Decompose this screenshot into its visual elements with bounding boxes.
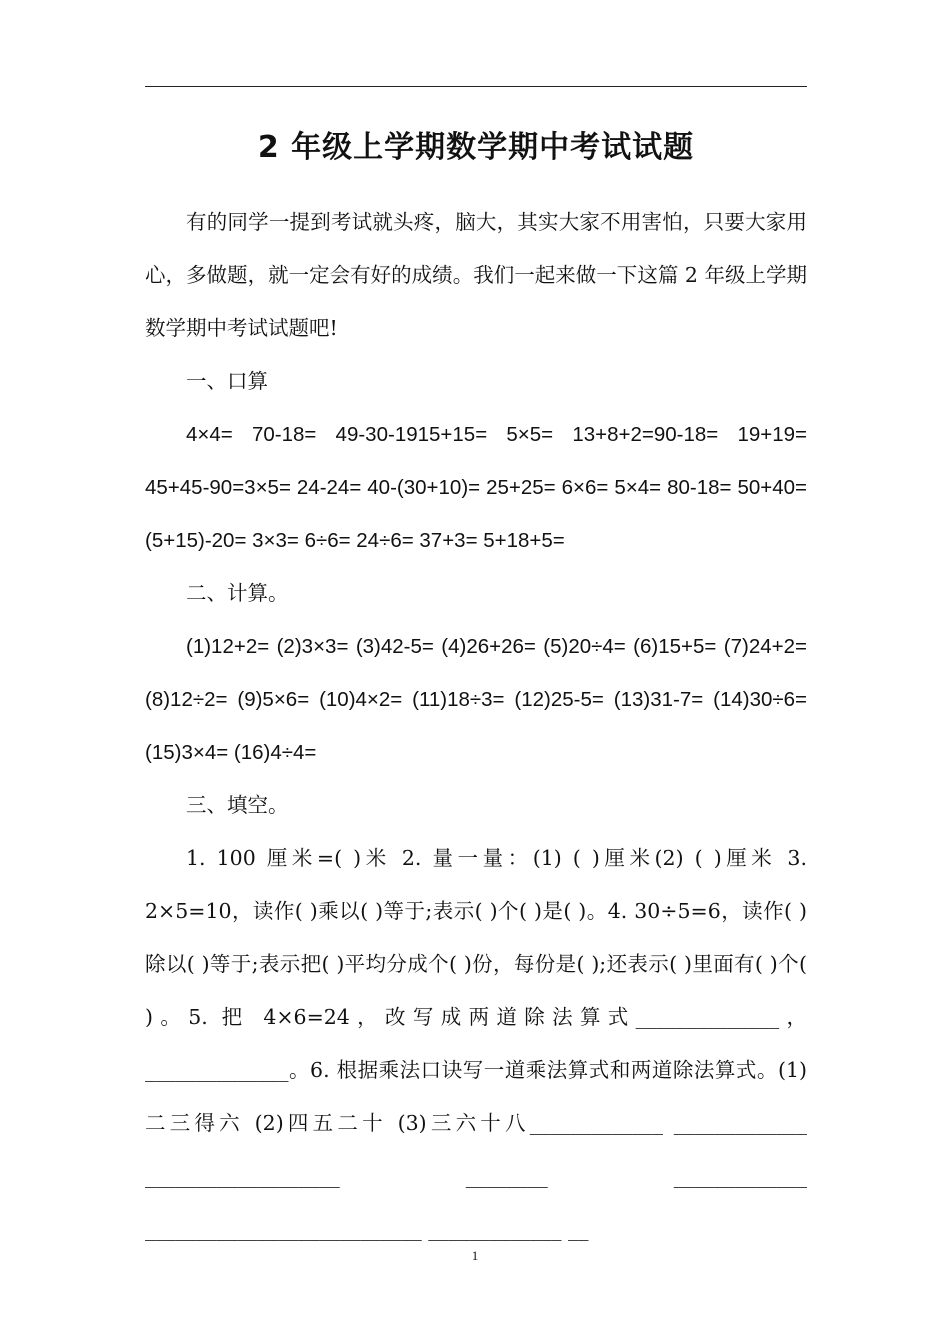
- intro-paragraph: 有的同学一提到考试就头疼，脑大，其实大家不用害怕，只要大家用心，多做题，就一定会有好的成绩。我们一起来做一下这篇 2 年级上学期数学期中考试试题吧!: [145, 210, 807, 340]
- header-rule: [145, 86, 807, 87]
- document-body: [145, 196, 807, 1256]
- page-number: 1: [471, 1248, 479, 1263]
- section1-content: 4×4= 70-18= 49-30-1915+15= 5×5= 13+8+2=90-18= 19+19= 45+45-90=3×5= 24-24= 40-(30+10)= 25+25= 6×6= 5×4= 80-18= 50+40= (5+15)-20= 3×3= 6÷6= 24÷6= 37+3= 5+18+5=: [145, 423, 807, 552]
- document-title: 2 年级上学期数学期中考试试题: [257, 130, 695, 165]
- section3-heading: 三、填空。: [186, 793, 289, 817]
- section2-heading: 二、计算。: [186, 581, 289, 605]
- section3-content: 1. 100 厘米=( )米 2. 量一量：(1) ( )厘米(2) ( )厘米 3. 2×5=10，读作( )乘以( )等于;表示( )个( )是( )。4. 30÷5=6，读作( )除以( )等于;表示把( )平均分成个( )份，每份是( );还表示( )里面有( )个( )。5. 把 4×6=24，改写成两道除法算式______________，______________。6. 根据乘法口诀写一道乘法算式和两道除法算式。(1)二三得六 (2)四五二十 (3)三六十八_____________ _____________ ___________________ ________ _____________ ___________________________ _____________ __: [145, 846, 807, 1241]
- section1-heading: 一、口算: [186, 369, 268, 393]
- section2-content: (1)12+2= (2)3×3= (3)42-5= (4)26+26= (5)20÷4= (6)15+5= (7)24+2= (8)12÷2= (9)5×6= (10)4×2= (11)18÷3= (12)25-5= (13)31-7= (14)30÷6= (15)3×4= (16)4÷4=: [145, 635, 807, 764]
